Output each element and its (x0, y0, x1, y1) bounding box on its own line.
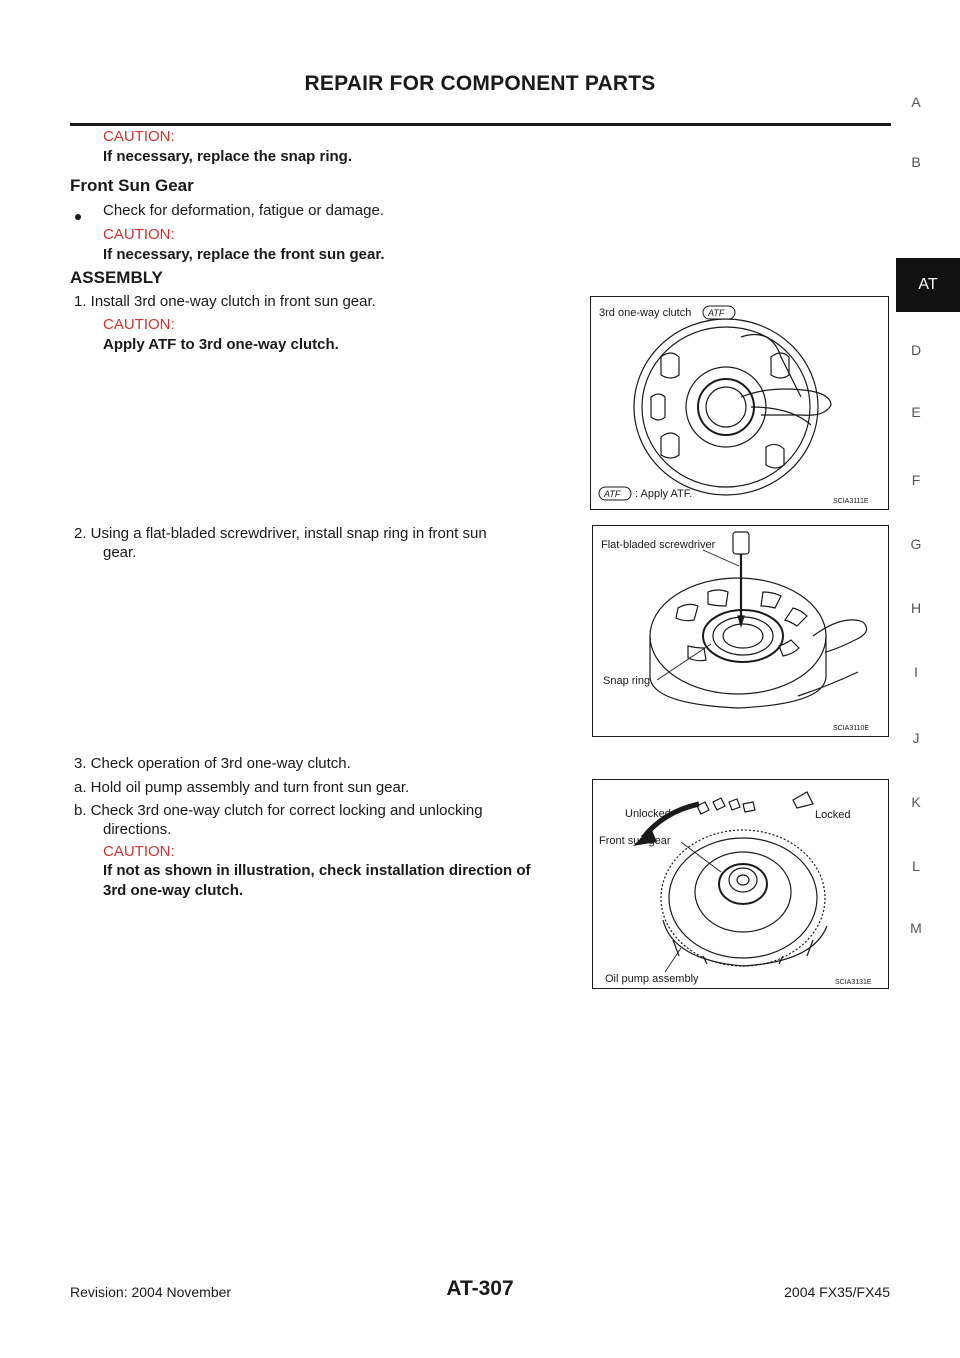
bullet-text: Check for deformation, fatigue or damage. (103, 202, 384, 219)
figure-label-locked: Locked (815, 809, 851, 821)
caution-label: CAUTION: (103, 316, 175, 333)
figure-clutch-install (590, 296, 889, 510)
figure-code: SCIA3111E (833, 498, 869, 505)
side-index-b[interactable]: B (911, 154, 921, 170)
side-index-d[interactable]: D (910, 342, 922, 358)
figure-label-snap-ring: Snap ring (603, 675, 651, 687)
side-index-m[interactable]: M (910, 920, 922, 936)
caution-label: CAUTION: (103, 226, 175, 243)
caution-label: CAUTION: (103, 128, 175, 145)
side-index-e[interactable]: E (911, 404, 921, 420)
figure-code: SCIA3131E (835, 979, 872, 986)
figure-label-sun-gear: Front sun gear (599, 835, 671, 847)
side-index-i[interactable]: I (914, 664, 918, 680)
section-heading-assembly: ASSEMBLY (70, 268, 163, 287)
caution-text: Apply ATF to 3rd one-way clutch. (103, 336, 339, 353)
footer-model: 2004 FX35/FX45 (784, 1284, 890, 1300)
caution-text: If necessary, replace the front sun gear. (103, 246, 385, 263)
step-3-text: 3. Check operation of 3rd one-way clutch. (74, 755, 351, 772)
header-rule (70, 123, 891, 126)
section-heading-front-sun-gear: Front Sun Gear (70, 176, 194, 195)
caution-line-1: If not as shown in illustration, check installation direction of (103, 862, 531, 879)
caution-text: If necessary, replace the snap ring. (103, 148, 352, 165)
figure-code: SCIA3110E (833, 725, 870, 732)
figure-snap-ring-install (592, 525, 889, 737)
atf-badge-text: ATF (708, 308, 725, 318)
caution-label: CAUTION: (103, 843, 175, 860)
footer-page-number: AT-307 (446, 1277, 514, 1300)
figure-label-clutch: 3rd one-way clutch (599, 307, 692, 319)
page-title: REPAIR FOR COMPONENT PARTS (304, 72, 656, 95)
side-index-k[interactable]: K (911, 794, 921, 810)
side-index-j[interactable]: J (912, 730, 920, 746)
side-index-a[interactable]: A (911, 94, 921, 110)
step-3b-line-2: directions. (103, 821, 172, 838)
figure-clutch-direction (592, 779, 889, 989)
bullet-dot (75, 207, 81, 225)
figure-label-unlocked: Unlocked (625, 808, 671, 820)
step-1-text: 1. Install 3rd one-way clutch in front sun gear. (74, 293, 376, 310)
side-index-h[interactable]: H (910, 600, 922, 616)
step-3b-line-1: b. Check 3rd one-way clutch for correct locking and unlocking (74, 802, 483, 819)
side-index-at-active[interactable]: AT (896, 258, 960, 312)
step-2-line-2: gear. (103, 544, 137, 561)
caution-line-2: 3rd one-way clutch. (103, 882, 244, 899)
figure-label-pump: Oil pump assembly (605, 973, 699, 985)
side-index-f[interactable]: F (911, 472, 921, 488)
step-2-line-1: 2. Using a flat-bladed screwdriver, install snap ring in front sun (74, 525, 487, 542)
figure-label-screwdriver: Flat-bladed screwdriver (601, 539, 716, 551)
atf-legend-badge-text: ATF (604, 489, 621, 499)
step-3a-text: a. Hold oil pump assembly and turn front sun gear. (74, 779, 410, 796)
footer-revision: Revision: 2004 November (70, 1284, 232, 1300)
side-index-l[interactable]: L (912, 858, 920, 874)
atf-legend-text: : Apply ATF. (635, 488, 693, 500)
side-index-g[interactable]: G (910, 536, 922, 552)
